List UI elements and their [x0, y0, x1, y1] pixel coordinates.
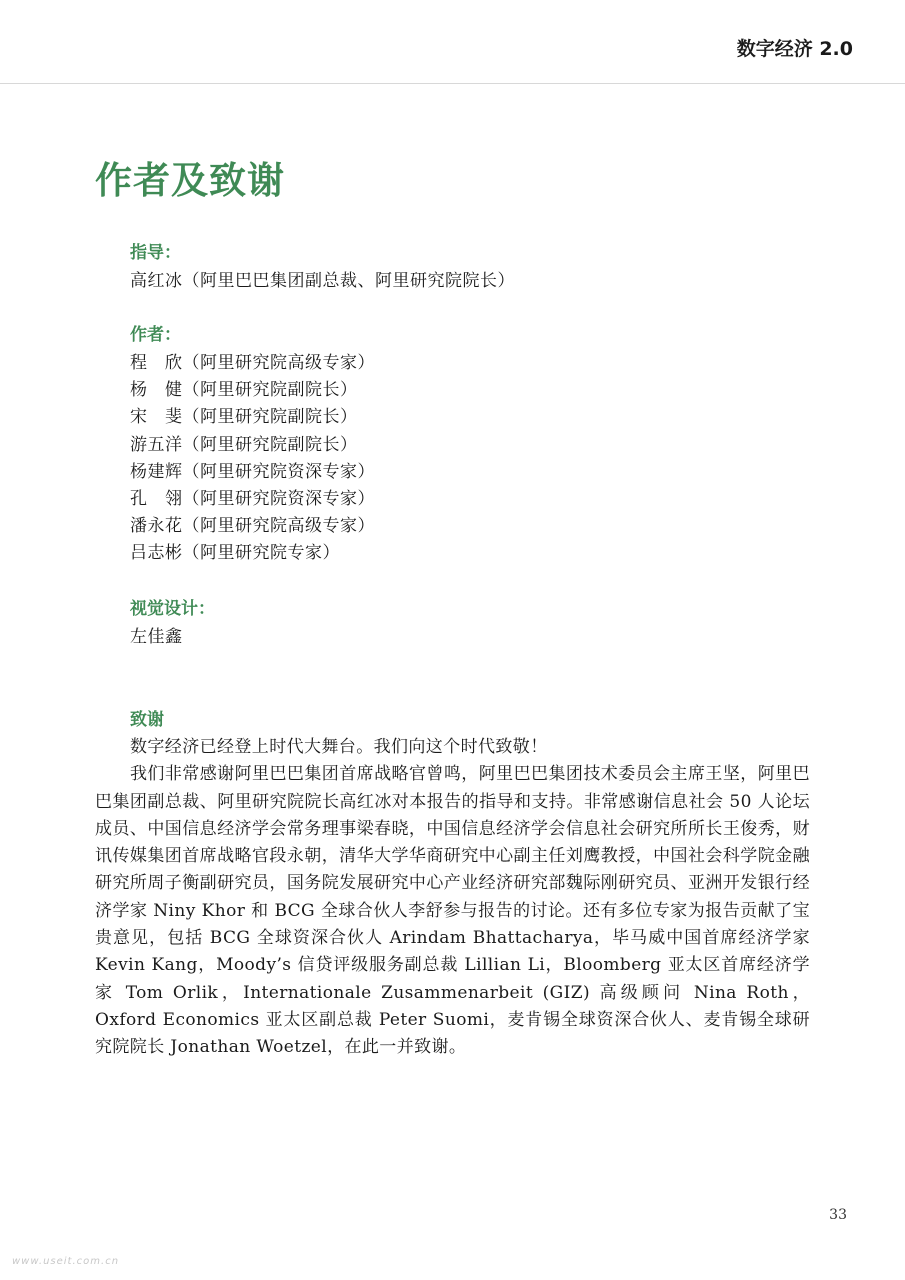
authors-section — [130, 323, 375, 568]
acknowledgements-intro: 数字经济已经登上时代大舞台。我们向这个时代致敬！ — [130, 737, 548, 757]
author-line: 宋 斐（阿里研究院副院长） — [130, 407, 358, 428]
guide-section — [130, 241, 515, 295]
acknowledgements-heading: 致谢 — [130, 710, 164, 730]
page-number: 33 — [829, 1207, 847, 1223]
author-line: 吕志彬（阿里研究院专家） — [130, 543, 340, 564]
author-line: 杨 健（阿里研究院副院长） — [130, 380, 358, 401]
acknowledgements-body: 我们非常感谢阿里巴巴集团首席战略官曾鸣，阿里巴巴集团技术委员会主席王坚，阿里巴巴集团副总裁、阿里研究院院长高红冰对本报告的指导和支持。非常感谢信息社会 50 人论坛成员、中国信息经济学会常务理事梁春晓，中国信息经济学会信息社会研究所所长王俊秀，财讯传媒集团首席战略官段永朝，清华大学华商研究中心副主任刘鹰教授，中国社会科学院金融研究所周子衡副研究员，国务院发展研究中心产业经济研究部魏际刚研究员、亚洲开发银行经济学家 Niny Khor 和 BCG 全球合伙人李舒参与报告的讨论。还有多位专家为报告贡献了宝贵意见，包括 BCG 全球资深合伙人 Arindam Bhattacharya，毕马威中国首席经济学家 Kevin Kang，Moody’s 信贷评级服务副总裁 Lillian Li，Bloomberg 亚太区首席经济学家 Tom Orlik，Internationale Zusammenarbeit (GIZ) 高级顾问 Nina Roth，Oxford Economics 亚太区副总裁 Peter Suomi，麦肯锡全球资深合伙人、麦肯锡全球研究院院长 Jonathan Woetzel，在此一并致谢。 — [95, 764, 810, 1058]
acknowledgements-section — [95, 708, 815, 1062]
author-line: 杨建辉（阿里研究院资深专家） — [130, 461, 375, 482]
author-line: 孔 翎（阿里研究院资深专家） — [130, 489, 375, 510]
header-bar — [0, 0, 905, 84]
watermark: www.useit.com.cn — [12, 1256, 120, 1267]
designer-line: 左佳鑫 — [130, 627, 183, 647]
author-line: 程 欣（阿里研究院高级专家） — [130, 353, 375, 373]
design-section — [130, 597, 215, 651]
guide-line: 高红冰（阿里巴巴集团副总裁、阿里研究院院长） — [130, 271, 515, 291]
page-title: 作者及致谢 — [95, 159, 285, 202]
header-title: 数字经济 2.0 — [736, 38, 853, 60]
author-line: 潘永花（阿里研究院高级专家） — [130, 516, 375, 537]
design-heading: 视觉设计： — [130, 599, 215, 619]
guide-heading: 指导： — [130, 243, 181, 263]
author-line: 游五洋（阿里研究院副院长） — [130, 434, 358, 455]
authors-heading: 作者： — [130, 325, 181, 345]
